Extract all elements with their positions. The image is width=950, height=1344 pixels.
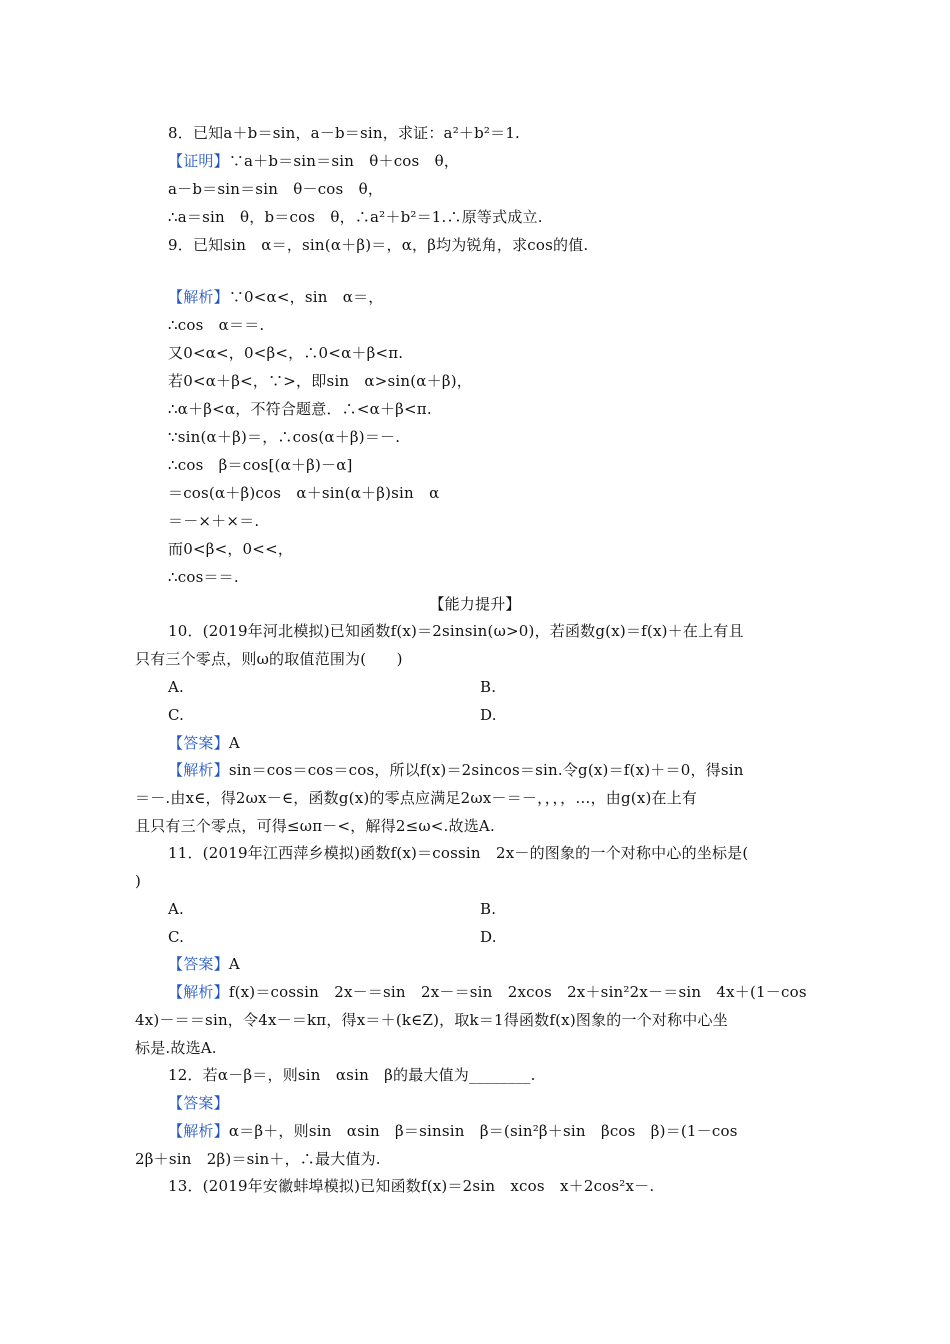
problem-10-analysis-line-2: ＝－.由x∈，得2ωx－∈，函数g(x)的零点应满足2ωx－＝－，，，，…，由g(x)在上有: [135, 789, 698, 807]
analysis-tag: 【解析】: [168, 983, 229, 1001]
problem-8-statement: 8．已知a＋b＝sin，a－b＝sin，求证：a²＋b²＝1.: [168, 124, 521, 142]
proof-tag: 【证明】: [168, 152, 229, 170]
problem-11-option-c: C.: [168, 928, 185, 946]
problem-10-statement-line-1: 10．(2019年河北模拟)已知函数f(x)＝2sinsin(ω>0)，若函数g(x)＝f(x)＋在上有且: [168, 622, 744, 640]
problem-12-analysis-line-2: 2β＋sin 2β)＝sin＋，∴最大值为.: [135, 1150, 381, 1168]
analysis-tag: 【解析】: [168, 1122, 229, 1140]
analysis-tag: 【解析】: [168, 288, 229, 306]
problem-9-analysis-line-9: ＝－×＋×＝.: [168, 512, 260, 530]
problem-9-analysis-line-6: ∵sin(α＋β)＝，∴cos(α＋β)＝－.: [168, 428, 401, 446]
problem-11-statement-line-1: 11．(2019年江西萍乡模拟)函数f(x)＝cossin 2x－的图象的一个对称中心的坐标是(: [168, 844, 749, 862]
problem-9-statement: 9．已知sin α＝，sin(α＋β)＝，α，β均为锐角，求cos的值.: [168, 236, 589, 254]
problem-10-option-d: D.: [480, 706, 497, 724]
problem-12-statement: 12．若α－β＝，则sin αsin β的最大值为________.: [168, 1066, 536, 1084]
problem-12-answer: [168, 1093, 229, 1113]
problem-9-analysis-line-7: ∴cos β＝cos[(α＋β)－α]: [168, 456, 353, 474]
problem-10-answer: 【答案】A: [168, 734, 240, 752]
answer-tag: 【答案】: [168, 1094, 229, 1112]
problem-11-option-d: D.: [480, 928, 497, 946]
problem-10-option-b: B.: [480, 678, 497, 696]
problem-11-analysis-line-1: 【解析】f(x)＝cossin 2x－＝sin 2x－＝sin 2xcos 2x＋sin²2x－＝sin 4x＋(1－cos: [168, 983, 807, 1001]
problem-9-analysis-line-5: ∴α＋β<α，不符合题意．∴<α＋β<π.: [168, 400, 432, 418]
problem-9-analysis-line-3: 又0<α<，0<β<，∴0<α＋β<π.: [168, 344, 404, 362]
problem-8-proof-line-1: 【证明】∵a＋b＝sin＝sin θ＋cos θ，: [168, 152, 460, 170]
problem-11-statement-line-2: ): [135, 872, 142, 890]
problem-11-analysis-line-2: 4x)－＝＝sin，令4x－＝kπ，得x＝＋(k∈Z)，取k＝1得函数f(x)图象的一个对称中心坐: [135, 1011, 728, 1029]
problem-9-analysis-line-11: ∴cos＝＝.: [168, 568, 239, 586]
problem-11-option-b: B.: [480, 900, 497, 918]
problem-9-analysis-line-4: 若0<α＋β<，∵>，即sin α>sin(α＋β)，: [168, 372, 472, 390]
analysis-tag: 【解析】: [168, 761, 229, 779]
section-heading: 【能力提升】: [429, 595, 521, 613]
problem-8-proof-line-3: ∴a＝sin θ，b＝cos θ，∴a²＋b²＝1.∴原等式成立.: [168, 208, 543, 226]
problem-11-option-a: A.: [168, 900, 185, 918]
problem-10-analysis-line-1: 【解析】sin＝cos＝cos＝cos，所以f(x)＝2sincos＝sin.令g(x)＝f(x)＋＝0，得sin: [168, 761, 744, 779]
problem-11-analysis-line-3: 标是.故选A.: [135, 1039, 217, 1057]
answer-tag: 【答案】: [168, 734, 229, 752]
problem-10-statement-line-2: 只有三个零点，则ω的取值范围为( ): [135, 650, 403, 668]
problem-11-answer: 【答案】A: [168, 955, 240, 973]
problem-9-analysis-line-8: ＝cos(α＋β)cos α＋sin(α＋β)sin α: [168, 484, 440, 502]
problem-8-proof-line-2: a－b＝sin＝sin θ－cos θ，: [168, 180, 384, 198]
problem-10-option-c: C.: [168, 706, 185, 724]
problem-10-option-a: A.: [168, 678, 185, 696]
problem-10-analysis-line-3: 且只有三个零点，可得≤ωπ－<，解得2≤ω<.故选A.: [135, 817, 495, 835]
answer-tag: 【答案】: [168, 955, 229, 973]
problem-9-analysis-line-2: ∴cos α＝＝.: [168, 316, 265, 334]
problem-13-statement: 13．(2019年安徽蚌埠模拟)已知函数f(x)＝2sin xcos x＋2cos²x－.: [168, 1177, 655, 1195]
problem-9-analysis-line-1: 【解析】∵0<α<，sin α＝，: [168, 288, 384, 306]
problem-12-analysis-line-1: 【解析】α＝β＋，则sin αsin β＝sinsin β＝(sin²β＋sin βcos β)＝(1－cos: [168, 1122, 738, 1140]
problem-9-analysis-line-10: 而0<β<，0<<，: [168, 540, 294, 558]
